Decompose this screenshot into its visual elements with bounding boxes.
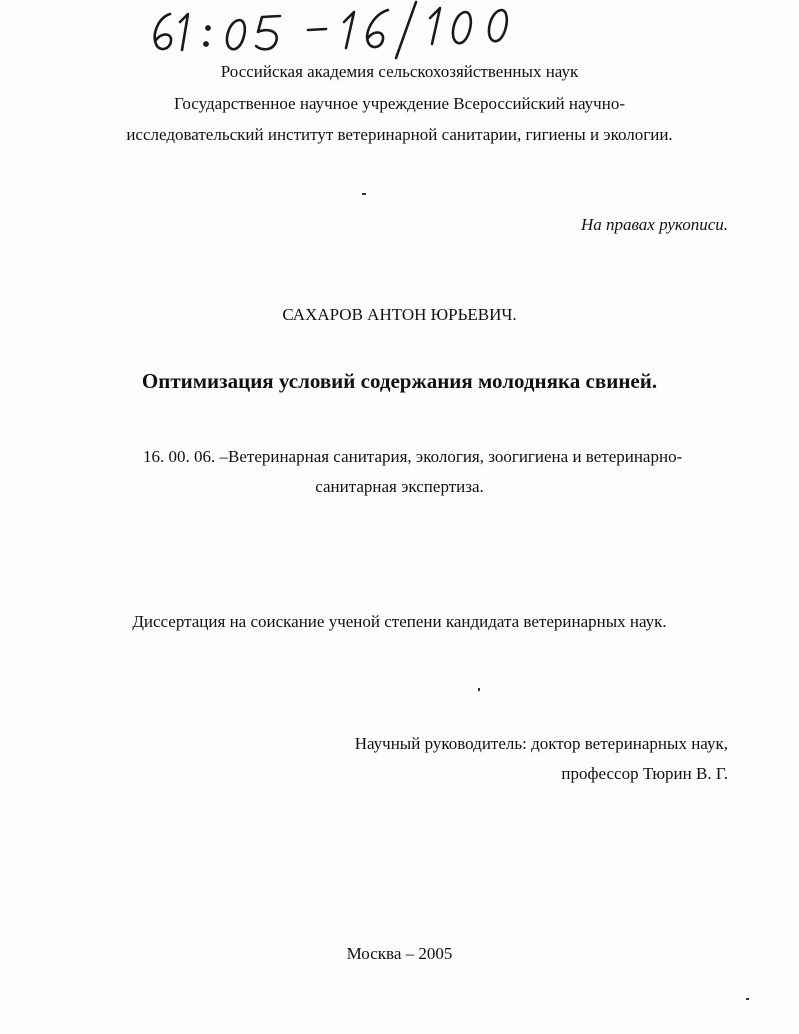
- supervisor-line-2: профессор Тюрин В. Г.: [561, 764, 728, 783]
- scan-speck: [746, 998, 749, 1000]
- specialty-line-1: 16. 00. 06. –Ветеринарная санитария, экология, зоогигиена и ветеринарно-: [143, 447, 683, 466]
- specialty-line-2: санитарная экспертиза.: [315, 477, 484, 496]
- academy-name: Российская академия сельскохозяйственных наук: [220, 62, 579, 81]
- city-year: Москва – 2005: [346, 944, 453, 963]
- manuscript-rights: На правах рукописи.: [580, 215, 728, 234]
- degree-statement: Диссертация на соискание ученой степени кандидата ветеринарных наук.: [132, 612, 667, 631]
- author-name: САХАРОВ АНТОН ЮРЬЕВИЧ.: [282, 305, 517, 324]
- supervisor-line-1: Научный руководитель: доктор ветеринарных наук,: [354, 734, 728, 753]
- scan-speck: [478, 688, 480, 691]
- dissertation-title: Оптимизация условий содержания молодняка свиней.: [141, 369, 658, 393]
- scan-speck: [362, 193, 366, 195]
- institution-line-2: исследовательский институт ветеринарной санитарии, гигиены и экологии.: [126, 125, 673, 144]
- handwritten-catalog-code: [148, 0, 528, 62]
- institution-line-1: Государственное научное учреждение Всероссийский научно-: [174, 94, 625, 113]
